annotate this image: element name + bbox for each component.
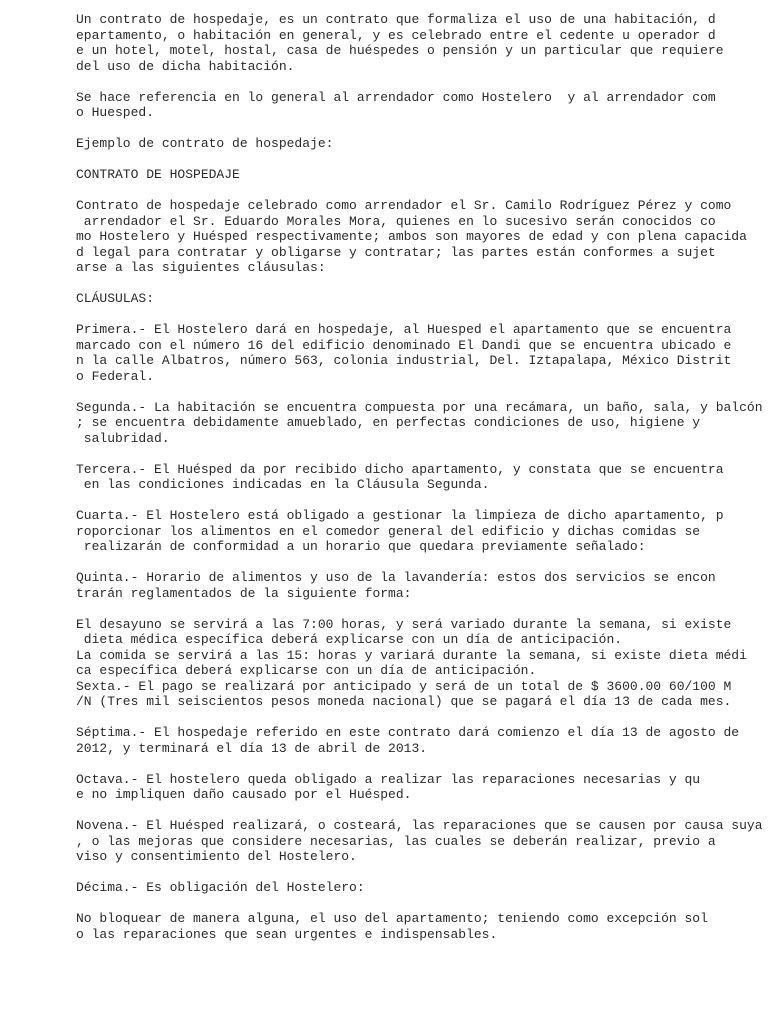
paragraph (76, 291, 766, 307)
text-line: Primera.- El Hostelero dará en hospedaje, al Huesped el apartamento que se encuentra (76, 322, 732, 337)
text-line: Ejemplo de contrato de hospedaje: (76, 136, 334, 151)
paragraph (76, 508, 766, 555)
text-line: arrendador el Sr. Eduardo Morales Mora, quienes en lo sucesivo serán conocidos co (76, 213, 716, 229)
text-line: La comida se servirá a las 15: horas y variará durante la semana, si existe dieta médi (76, 647, 747, 663)
text-line: CLÁUSULAS: (76, 291, 155, 306)
text-line: Novena.- El Huésped realizará, o costeará, las reparaciones que se causen por causa suya (76, 818, 763, 833)
text-line: /N (Tres mil seiscientos pesos moneda nacional) que se pagará el día 13 de cada mes. (76, 694, 732, 709)
text-line: mo Hostelero y Huésped respectivamente; ambos son mayores de edad y con plena capacida (76, 229, 747, 244)
text-line: arse a las siguientes cláusulas: (76, 260, 326, 275)
paragraph (76, 400, 766, 447)
text-line: marcado con el número 16 del edificio denominado El Dandi que se encuentra ubicado e (76, 337, 732, 353)
text-line: salubridad. (76, 430, 170, 446)
paragraph (76, 880, 766, 896)
text-line: e un hotel, motel, hostal, casa de huéspedes o pensión y un particular que requiere (76, 43, 724, 58)
text-line: El desayuno se servirá a las 7:00 horas, y será variado durante la semana, si existe (76, 616, 732, 632)
text-line: o Huesped. (76, 105, 155, 120)
text-line: roporcionar los alimentos en el comedor general del edificio y dichas comidas se (76, 523, 701, 539)
text-line: Un contrato de hospedaje, es un contrato que formaliza el uso de una habitación, d (76, 12, 716, 27)
text-line: ; se encuentra debidamente amueblado, en perfectas condiciones de uso, higiene y (76, 415, 701, 430)
text-line: Quinta.- Horario de alimentos y uso de la lavandería: estos dos servicios se encon (76, 570, 716, 585)
text-line: CONTRATO DE HOSPEDAJE (76, 167, 240, 182)
paragraph (76, 617, 766, 710)
text-line: Cuarta.- El Hostelero está obligado a gestionar la limpieza de dicho apartamento, p (76, 508, 724, 523)
paragraph (76, 12, 766, 74)
text-line: del uso de dicha habitación. (76, 58, 295, 74)
paragraph (76, 772, 766, 803)
text-line: Sexta.- El pago se realizará por anticipado y será de un total de $ 3600.00 60/100 M (76, 678, 732, 694)
text-line: d legal para contratar y obligarse y contratar; las partes están conformes a sujet (76, 244, 716, 260)
paragraph (76, 818, 766, 865)
paragraph (76, 725, 766, 756)
paragraph (76, 136, 766, 152)
text-line: Tercera.- El Huésped da por recibido dicho apartamento, y constata que se encuentra (76, 461, 724, 477)
text-line: viso y consentimiento del Hostelero. (76, 849, 357, 864)
text-line: Se hace referencia en lo general al arrendador como Hostelero y al arrendador com (76, 89, 716, 105)
text-line: o Federal. (76, 368, 155, 384)
paragraph (76, 570, 766, 601)
text-line: e no impliquen daño causado por el Huésped. (76, 787, 412, 802)
text-line: realizarán de conformidad a un horario que quedara previamente señalado: (76, 539, 646, 554)
paragraph (76, 167, 766, 183)
text-line: No bloquear de manera alguna, el uso del apartamento; teniendo como excepción sol (76, 911, 708, 926)
text-line: o las reparaciones que sean urgentes e indispensables. (76, 926, 498, 942)
text-line: trarán reglamentados de la siguiente forma: (76, 585, 412, 601)
document-body (76, 12, 766, 958)
text-line: 2012, y terminará el día 13 de abril de 2013. (76, 740, 428, 756)
text-line: Séptima.- El hospedaje referido en este contrato dará comienzo el día 13 de agosto de (76, 725, 740, 740)
paragraph (76, 322, 766, 384)
text-line: en las condiciones indicadas en la Cláusula Segunda. (76, 477, 490, 492)
text-line: , o las mejoras que considere necesarias, las cuales se deberán realizar, previo a (76, 833, 716, 849)
paragraph (76, 198, 766, 276)
paragraph (76, 90, 766, 121)
text-line: Segunda.- La habitación se encuentra compuesta por una recámara, un baño, sala, y balcón (76, 399, 763, 415)
paragraph (76, 462, 766, 493)
text-line: Octava.- El hostelero queda obligado a realizar las reparaciones necesarias y qu (76, 771, 701, 787)
text-line: ca específica deberá explicarse con un día de anticipación. (76, 663, 537, 678)
text-line: Contrato de hospedaje celebrado como arrendador el Sr. Camilo Rodríguez Pérez y como (76, 198, 732, 213)
text-line: dieta médica específica deberá explicarse con un día de anticipación. (76, 632, 623, 647)
paragraph (76, 911, 766, 942)
text-line: Décima.- Es obligación del Hostelero: (76, 880, 365, 895)
text-line: epartamento, o habitación en general, y es celebrado entre el cedente u operador d (76, 27, 716, 43)
text-line: n la calle Albatros, número 563, colonia industrial, Del. Iztapalapa, México Distrit (76, 353, 732, 368)
